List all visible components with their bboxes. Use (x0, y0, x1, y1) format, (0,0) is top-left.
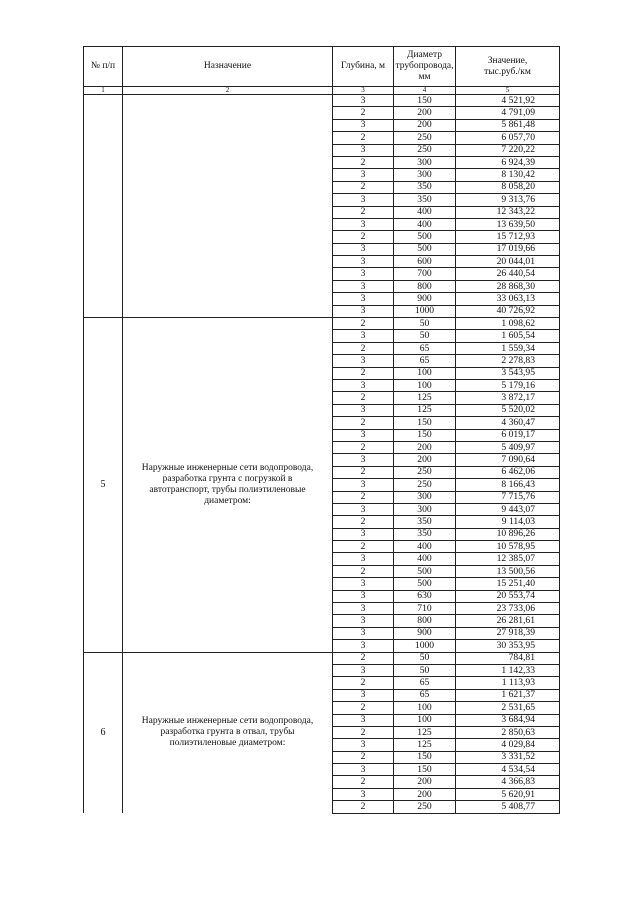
depth-cell: 2 (333, 541, 394, 553)
depth-cell: 3 (333, 664, 394, 676)
value-cell: 26 440,54 (456, 268, 560, 280)
diameter-cell: 400 (394, 541, 456, 553)
diameter-cell: 900 (394, 293, 456, 305)
value-cell: 3 331,52 (456, 751, 560, 763)
diameter-cell: 500 (394, 578, 456, 590)
value-cell: 10 578,95 (456, 541, 560, 553)
depth-cell: 2 (333, 417, 394, 429)
depth-cell: 2 (333, 392, 394, 404)
document-page (83, 46, 559, 814)
diameter-cell: 125 (394, 739, 456, 751)
diameter-cell: 400 (394, 553, 456, 565)
depth-cell: 2 (333, 491, 394, 503)
value-cell: 1 113,93 (456, 677, 560, 689)
depth-cell: 3 (333, 578, 394, 590)
section-description (123, 95, 333, 318)
diameter-cell: 1000 (394, 640, 456, 652)
value-cell: 27 918,39 (456, 627, 560, 639)
header-depth: Глубина, м (333, 47, 394, 87)
depth-cell: 2 (333, 181, 394, 193)
diameter-cell: 50 (394, 652, 456, 664)
value-cell: 28 868,30 (456, 280, 560, 292)
value-cell: 5 179,16 (456, 379, 560, 391)
value-cell: 13 639,50 (456, 218, 560, 230)
depth-cell: 3 (333, 454, 394, 466)
depth-cell: 3 (333, 256, 394, 268)
depth-cell: 2 (333, 206, 394, 218)
value-cell: 784,81 (456, 652, 560, 664)
value-cell: 30 353,95 (456, 640, 560, 652)
diameter-cell: 150 (394, 429, 456, 441)
depth-cell: 3 (333, 268, 394, 280)
depth-cell: 2 (333, 677, 394, 689)
depth-cell: 3 (333, 739, 394, 751)
depth-cell: 3 (333, 243, 394, 255)
value-cell: 8 130,42 (456, 169, 560, 181)
diameter-cell: 150 (394, 764, 456, 776)
value-cell: 33 063,13 (456, 293, 560, 305)
diameter-cell: 300 (394, 156, 456, 168)
diameter-cell: 700 (394, 268, 456, 280)
value-cell: 6 924,39 (456, 156, 560, 168)
diameter-cell: 500 (394, 565, 456, 577)
diameter-cell: 125 (394, 726, 456, 738)
diameter-cell: 300 (394, 169, 456, 181)
value-cell: 7 220,22 (456, 144, 560, 156)
diameter-cell: 400 (394, 206, 456, 218)
table-row (84, 318, 560, 330)
column-number-row (84, 87, 560, 95)
section-number: 6 (84, 652, 123, 813)
depth-cell: 3 (333, 714, 394, 726)
diameter-cell: 150 (394, 95, 456, 107)
header-value (456, 47, 560, 87)
header-value-line1: Значение, (487, 55, 528, 66)
depth-cell: 2 (333, 516, 394, 528)
value-cell: 6 057,70 (456, 132, 560, 144)
diameter-cell: 125 (394, 404, 456, 416)
depth-cell: 3 (333, 689, 394, 701)
depth-cell: 2 (333, 751, 394, 763)
diameter-cell: 800 (394, 615, 456, 627)
section-description: Наружные инженерные сети водопровода, разработка грунта в отвал, трубы полиэтиленовые диаметром: (123, 652, 333, 813)
depth-cell: 3 (333, 429, 394, 441)
diameter-cell: 630 (394, 590, 456, 602)
depth-cell: 3 (333, 293, 394, 305)
depth-cell: 3 (333, 627, 394, 639)
value-cell: 10 896,26 (456, 528, 560, 540)
value-cell: 9 313,76 (456, 194, 560, 206)
depth-cell: 3 (333, 194, 394, 206)
header-diameter (394, 47, 456, 87)
value-cell: 8 166,43 (456, 479, 560, 491)
value-cell: 1 559,34 (456, 342, 560, 354)
value-cell: 5 408,77 (456, 801, 560, 813)
depth-cell: 2 (333, 702, 394, 714)
depth-cell: 3 (333, 590, 394, 602)
diameter-cell: 400 (394, 218, 456, 230)
depth-cell: 2 (333, 801, 394, 813)
value-cell: 6 462,06 (456, 466, 560, 478)
header-diameter-line2: трубопровода, (395, 61, 454, 71)
value-cell: 12 343,22 (456, 206, 560, 218)
depth-cell: 3 (333, 479, 394, 491)
diameter-cell: 350 (394, 194, 456, 206)
table-row (84, 95, 560, 107)
table-header-row (84, 47, 560, 87)
diameter-cell: 250 (394, 479, 456, 491)
value-cell: 9 443,07 (456, 503, 560, 515)
value-cell: 6 019,17 (456, 429, 560, 441)
diameter-cell: 250 (394, 132, 456, 144)
diameter-cell: 1000 (394, 305, 456, 317)
diameter-cell: 50 (394, 330, 456, 342)
value-cell: 20 044,01 (456, 256, 560, 268)
diameter-cell: 50 (394, 318, 456, 330)
diameter-cell: 200 (394, 776, 456, 788)
depth-cell: 2 (333, 441, 394, 453)
value-cell: 12 385,07 (456, 553, 560, 565)
depth-cell: 2 (333, 132, 394, 144)
depth-cell: 2 (333, 231, 394, 243)
diameter-cell: 100 (394, 379, 456, 391)
diameter-cell: 200 (394, 107, 456, 119)
depth-cell: 3 (333, 119, 394, 131)
depth-cell: 2 (333, 652, 394, 664)
depth-cell: 3 (333, 330, 394, 342)
diameter-cell: 800 (394, 280, 456, 292)
value-cell: 23 733,06 (456, 603, 560, 615)
diameter-cell: 65 (394, 355, 456, 367)
value-cell: 1 621,37 (456, 689, 560, 701)
value-cell: 5 409,97 (456, 441, 560, 453)
diameter-cell: 250 (394, 801, 456, 813)
diameter-cell: 350 (394, 528, 456, 540)
value-cell: 2 278,83 (456, 355, 560, 367)
diameter-cell: 300 (394, 491, 456, 503)
diameter-cell: 50 (394, 664, 456, 676)
diameter-cell: 150 (394, 417, 456, 429)
diameter-cell: 65 (394, 689, 456, 701)
value-cell: 15 712,93 (456, 231, 560, 243)
value-cell: 1 605,54 (456, 330, 560, 342)
depth-cell: 2 (333, 318, 394, 330)
depth-cell: 3 (333, 355, 394, 367)
diameter-cell: 500 (394, 243, 456, 255)
section-description: Наружные инженерные сети водопровода, разработка грунта с погрузкой в автотранспорт, трубы полиэтиленовые диаметром: (123, 318, 333, 653)
depth-cell: 3 (333, 640, 394, 652)
diameter-cell: 710 (394, 603, 456, 615)
depth-cell: 3 (333, 404, 394, 416)
diameter-cell: 250 (394, 144, 456, 156)
diameter-cell: 900 (394, 627, 456, 639)
column-number: 3 (333, 87, 394, 95)
value-cell: 9 114,03 (456, 516, 560, 528)
value-cell: 4 366,83 (456, 776, 560, 788)
value-cell: 2 850,63 (456, 726, 560, 738)
table-row (84, 652, 560, 664)
diameter-cell: 200 (394, 788, 456, 800)
depth-cell: 3 (333, 788, 394, 800)
diameter-cell: 65 (394, 677, 456, 689)
depth-cell: 3 (333, 280, 394, 292)
depth-cell: 2 (333, 726, 394, 738)
header-value-line2: тыс.руб./км (484, 66, 531, 77)
header-purpose: Назначение (123, 47, 333, 87)
header-number: № п/п (84, 47, 123, 87)
depth-cell: 3 (333, 503, 394, 515)
section-number (84, 95, 123, 318)
value-cell: 13 500,56 (456, 565, 560, 577)
value-cell: 4 791,09 (456, 107, 560, 119)
depth-cell: 2 (333, 107, 394, 119)
depth-cell: 3 (333, 603, 394, 615)
depth-cell: 3 (333, 95, 394, 107)
value-cell: 20 553,74 (456, 590, 560, 602)
diameter-cell: 200 (394, 441, 456, 453)
value-cell: 4 029,84 (456, 739, 560, 751)
column-number: 4 (394, 87, 456, 95)
diameter-cell: 250 (394, 466, 456, 478)
value-cell: 17 019,66 (456, 243, 560, 255)
depth-cell: 2 (333, 466, 394, 478)
depth-cell: 3 (333, 553, 394, 565)
value-cell: 1 142,33 (456, 664, 560, 676)
diameter-cell: 500 (394, 231, 456, 243)
diameter-cell: 125 (394, 392, 456, 404)
depth-cell: 3 (333, 144, 394, 156)
diameter-cell: 200 (394, 119, 456, 131)
value-cell: 1 098,62 (456, 318, 560, 330)
value-cell: 3 543,95 (456, 367, 560, 379)
value-cell: 2 531,65 (456, 702, 560, 714)
diameter-cell: 150 (394, 751, 456, 763)
price-table (83, 46, 560, 814)
diameter-cell: 100 (394, 702, 456, 714)
value-cell: 7 715,76 (456, 491, 560, 503)
value-cell: 3 872,17 (456, 392, 560, 404)
depth-cell: 2 (333, 367, 394, 379)
depth-cell: 3 (333, 764, 394, 776)
depth-cell: 2 (333, 565, 394, 577)
diameter-cell: 300 (394, 503, 456, 515)
depth-cell: 3 (333, 218, 394, 230)
column-number: 1 (84, 87, 123, 95)
value-cell: 3 684,94 (456, 714, 560, 726)
table-body (84, 95, 560, 814)
diameter-cell: 100 (394, 367, 456, 379)
value-cell: 8 058,20 (456, 181, 560, 193)
value-cell: 4 360,47 (456, 417, 560, 429)
depth-cell: 3 (333, 379, 394, 391)
depth-cell: 3 (333, 305, 394, 317)
depth-cell: 2 (333, 156, 394, 168)
value-cell: 5 861,48 (456, 119, 560, 131)
diameter-cell: 65 (394, 342, 456, 354)
value-cell: 4 521,92 (456, 95, 560, 107)
column-number: 5 (456, 87, 560, 95)
diameter-cell: 350 (394, 181, 456, 193)
column-number: 2 (123, 87, 333, 95)
value-cell: 5 620,91 (456, 788, 560, 800)
value-cell: 7 090,64 (456, 454, 560, 466)
value-cell: 40 726,92 (456, 305, 560, 317)
value-cell: 26 281,61 (456, 615, 560, 627)
depth-cell: 2 (333, 776, 394, 788)
depth-cell: 3 (333, 169, 394, 181)
header-diameter-line3: мм (418, 72, 431, 82)
value-cell: 4 534,54 (456, 764, 560, 776)
value-cell: 5 520,02 (456, 404, 560, 416)
depth-cell: 3 (333, 615, 394, 627)
header-diameter-line1: Диаметр (406, 50, 443, 60)
diameter-cell: 200 (394, 454, 456, 466)
diameter-cell: 350 (394, 516, 456, 528)
depth-cell: 2 (333, 342, 394, 354)
diameter-cell: 100 (394, 714, 456, 726)
section-number: 5 (84, 318, 123, 653)
depth-cell: 3 (333, 528, 394, 540)
diameter-cell: 600 (394, 256, 456, 268)
value-cell: 15 251,40 (456, 578, 560, 590)
